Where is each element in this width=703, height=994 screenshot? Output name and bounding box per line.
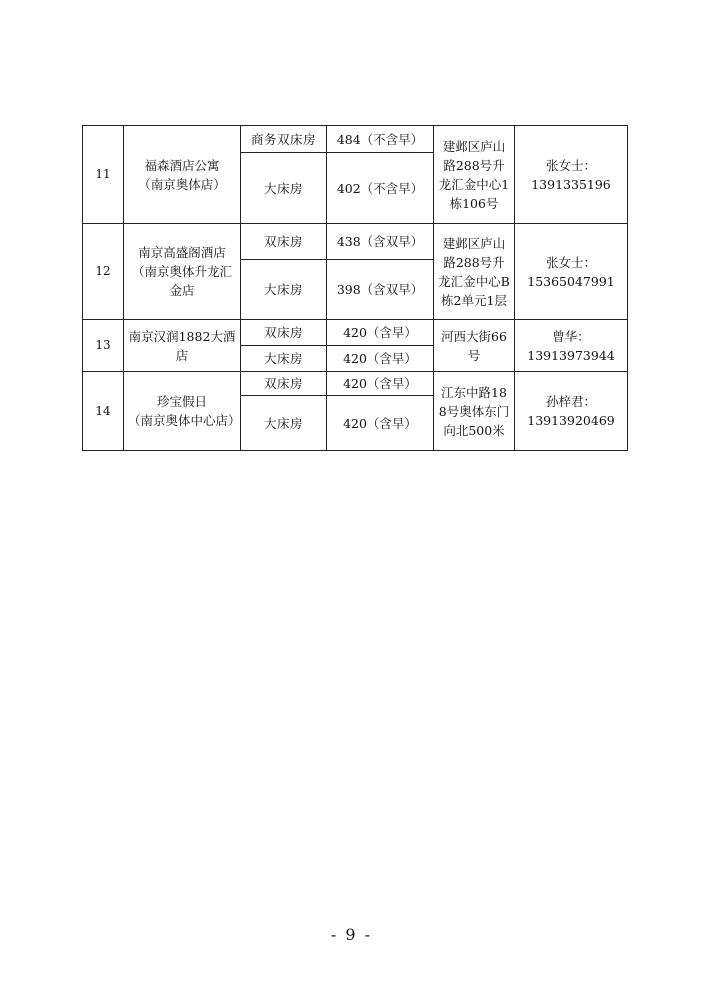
page-number: - 9 - xyxy=(330,925,373,944)
hotel-name-cell xyxy=(124,126,241,224)
room-type: 大床房 xyxy=(241,260,327,320)
room-type: 商务双床房 xyxy=(241,126,327,153)
table-row xyxy=(83,372,628,396)
room-price: 438（含双早） xyxy=(327,224,434,260)
room-type: 大床房 xyxy=(241,346,327,372)
contact-name: 张女士： xyxy=(545,157,596,173)
table-row xyxy=(83,126,628,153)
room-price: 398（含双早） xyxy=(327,260,434,320)
hotel-address: 河西大街66号 xyxy=(434,320,515,372)
hotel-number: 11 xyxy=(83,126,124,224)
room-price: 484（不含早） xyxy=(327,126,434,153)
room-price: 420（含早） xyxy=(327,396,434,451)
hotel-name-cell xyxy=(124,320,241,372)
room-price: 420（含早） xyxy=(327,372,434,396)
contact-name: 张女士： xyxy=(545,254,596,270)
contact-cell xyxy=(515,126,628,224)
hotel-location: （南京奥体中心店） xyxy=(128,413,241,428)
room-price: 402（不含早） xyxy=(327,153,434,224)
hotel-number: 12 xyxy=(83,224,124,320)
hotel-number: 13 xyxy=(83,320,124,372)
room-type: 双床房 xyxy=(241,320,327,346)
room-type: 双床房 xyxy=(241,224,327,260)
contact-cell xyxy=(515,224,628,320)
hotel-address: 建邺区庐山路288号升龙汇金中心1栋106号 xyxy=(434,126,515,224)
hotel-name: 南京汉润1882大酒店 xyxy=(128,328,236,363)
hotel-location: （南京奥体升龙汇金店 xyxy=(131,264,232,298)
hotel-address: 江东中路188号奥体东门向北500米 xyxy=(434,372,515,451)
room-type: 大床房 xyxy=(241,396,327,451)
hotel-name: 福森酒店公寓 xyxy=(144,157,220,173)
hotel-name: 南京高盛阁酒店 xyxy=(138,245,226,260)
room-type: 双床房 xyxy=(241,372,327,396)
contact-cell xyxy=(515,372,628,451)
contact-cell xyxy=(515,320,628,372)
hotel-name-cell xyxy=(124,372,241,451)
room-type: 大床房 xyxy=(241,153,327,224)
contact-phone: 1391335196 xyxy=(531,176,611,192)
hotel-name-cell xyxy=(124,224,241,320)
room-price: 420（含早） xyxy=(327,320,434,346)
table-row xyxy=(83,320,628,346)
contact-phone: 15365047991 xyxy=(527,273,615,289)
hotel-address: 建邺区庐山路288号升龙汇金中心B栋2单元1层 xyxy=(434,224,515,320)
contact-name: 曾华： xyxy=(552,328,590,344)
room-price: 420（含早） xyxy=(327,346,434,372)
contact-phone: 13913920469 xyxy=(527,413,615,428)
hotel-table xyxy=(82,125,628,451)
contact-phone: 13913973944 xyxy=(527,347,615,363)
contact-name: 孙梓君： xyxy=(545,394,596,409)
hotel-location: （南京奥体店） xyxy=(138,176,226,192)
hotel-name: 珍宝假日 xyxy=(156,394,207,409)
table-row xyxy=(83,224,628,260)
hotel-number: 14 xyxy=(83,372,124,451)
